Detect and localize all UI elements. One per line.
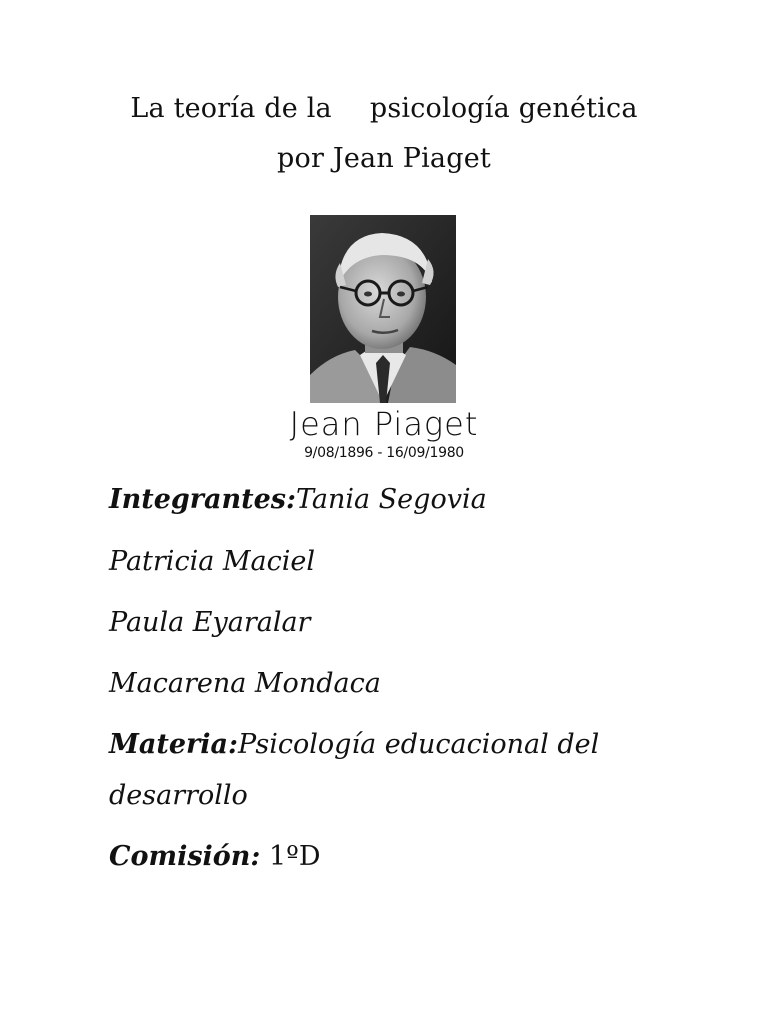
- members-label: Integrantes:: [109, 484, 296, 515]
- title-line-2: por Jean Piaget: [277, 143, 491, 174]
- member-name: Tania Segovia: [295, 484, 487, 515]
- portrait-image: [310, 215, 456, 403]
- subject-label: Materia:: [109, 729, 238, 760]
- title-line-1: [0, 95, 768, 122]
- subject-value-continued: desarrollo: [109, 780, 248, 811]
- member-name: Macarena Mondaca: [109, 668, 381, 699]
- subject-value: Psicología educacional del: [237, 729, 600, 760]
- photo-caption-name: Jean Piaget: [289, 405, 479, 443]
- title-part-2: psicología genética: [369, 93, 638, 124]
- commission-label: Comisión:: [109, 841, 261, 872]
- subject-line: [109, 731, 599, 758]
- member-name: Patricia Maciel: [109, 546, 315, 577]
- commission-value: 1ºD: [268, 841, 321, 872]
- commission-line: [109, 843, 321, 870]
- title-part-1: La teoría de la: [130, 93, 332, 124]
- member-name: Paula Eyaralar: [109, 607, 311, 638]
- members-line: [109, 486, 487, 513]
- photo-caption-dates: 9/08/1896 - 16/09/1980: [304, 445, 464, 461]
- portrait-photo: [310, 215, 456, 403]
